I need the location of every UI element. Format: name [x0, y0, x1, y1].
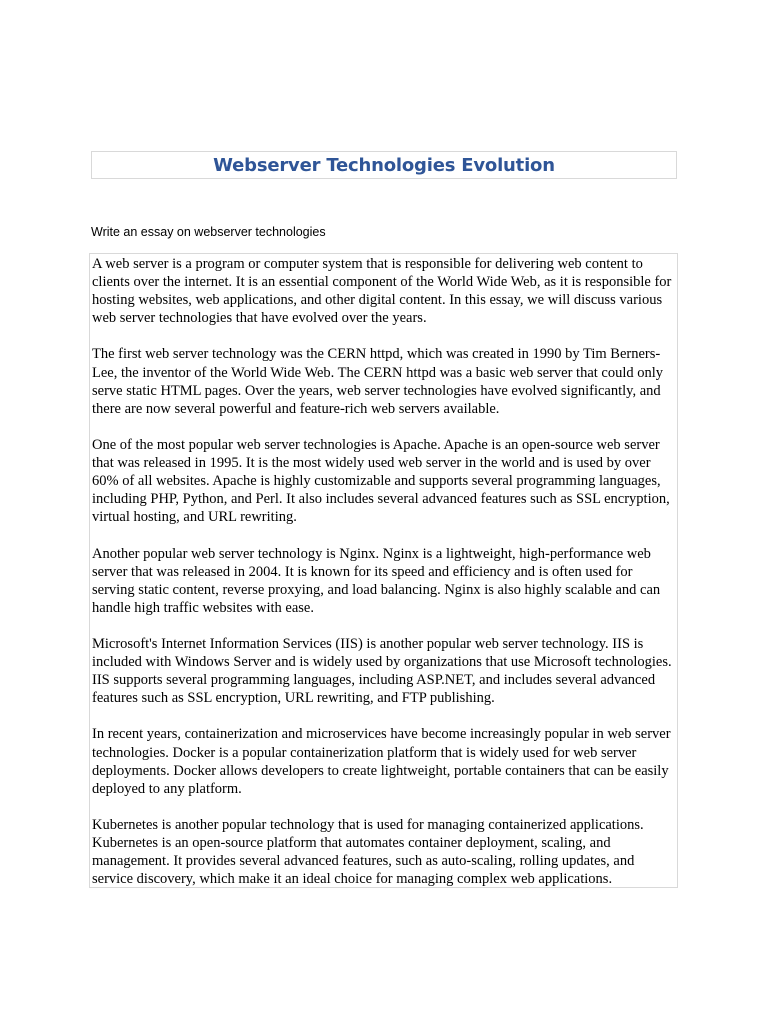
- title-box: [91, 151, 677, 179]
- document-title: Webserver Technologies Evolution: [213, 154, 555, 176]
- essay-paragraph-7: Kubernetes is another popular technology that is used for managing containerized applications. Kubernetes is an open-source platform that automates container deployment, scaling, and management. It provides several advanced features, such as auto-scaling, rolling updates, and service discovery, which make it an ideal choice for managing complex web applications.: [92, 816, 644, 888]
- essay-paragraph-5: Microsoft's Internet Information Services (IIS) is another popular web server technology. IIS is included with Windows Server and is widely used by organizations that use Microsoft technologies. IIS supports several programming languages, including ASP.NET, and includes several advanced features such as SSL encryption, URL rewriting, and FTP publishing.: [92, 635, 672, 707]
- essay-paragraph-1: A web server is a program or computer system that is responsible for delivering web content to clients over the internet. It is an essential component of the World Wide Web, as it is responsible for hosting websites, web applications, and other digital content. In this essay, we will discuss various web server technologies that have evolved over the years.: [92, 256, 672, 327]
- essay-prompt: Write an essay on webserver technologies: [91, 225, 326, 239]
- essay-paragraph-2: The first web server technology was the CERN httpd, which was created in 1990 by Tim Berners-Lee, the inventor of the World Wide Web. The CERN httpd was a basic web server that could only serve static HTML pages. Over the years, web server technologies have evolved significantly, and there are now several powerful and feature-rich web servers available.: [92, 346, 664, 417]
- essay-body: [89, 253, 678, 888]
- essay-paragraph-4: Another popular web server technology is Nginx. Nginx is a lightweight, high-performance web server that was released in 2004. It is known for its speed and efficiency and is often used for serving static content, reverse proxying, and load balancing. Nginx is also highly scalable and can handle high traffic websites with ease.: [92, 545, 661, 616]
- essay-paragraph-3: One of the most popular web server technologies is Apache. Apache is an open-source web server that was released in 1995. It is the most widely used web server in the world and is used by over 60% of all websites. Apache is highly customizable and supports several programming languages, including PHP, Python, and Perl. It also includes several advanced features such as SSL encryption, virtual hosting, and URL rewriting.: [92, 436, 670, 526]
- essay-paragraph-6: In recent years, containerization and microservices have become increasingly popular in web server technologies. Docker is a popular containerization platform that is widely used for web server deployments. Docker allows developers to create lightweight, portable containers that can be easily deployed to any platform.: [92, 726, 671, 797]
